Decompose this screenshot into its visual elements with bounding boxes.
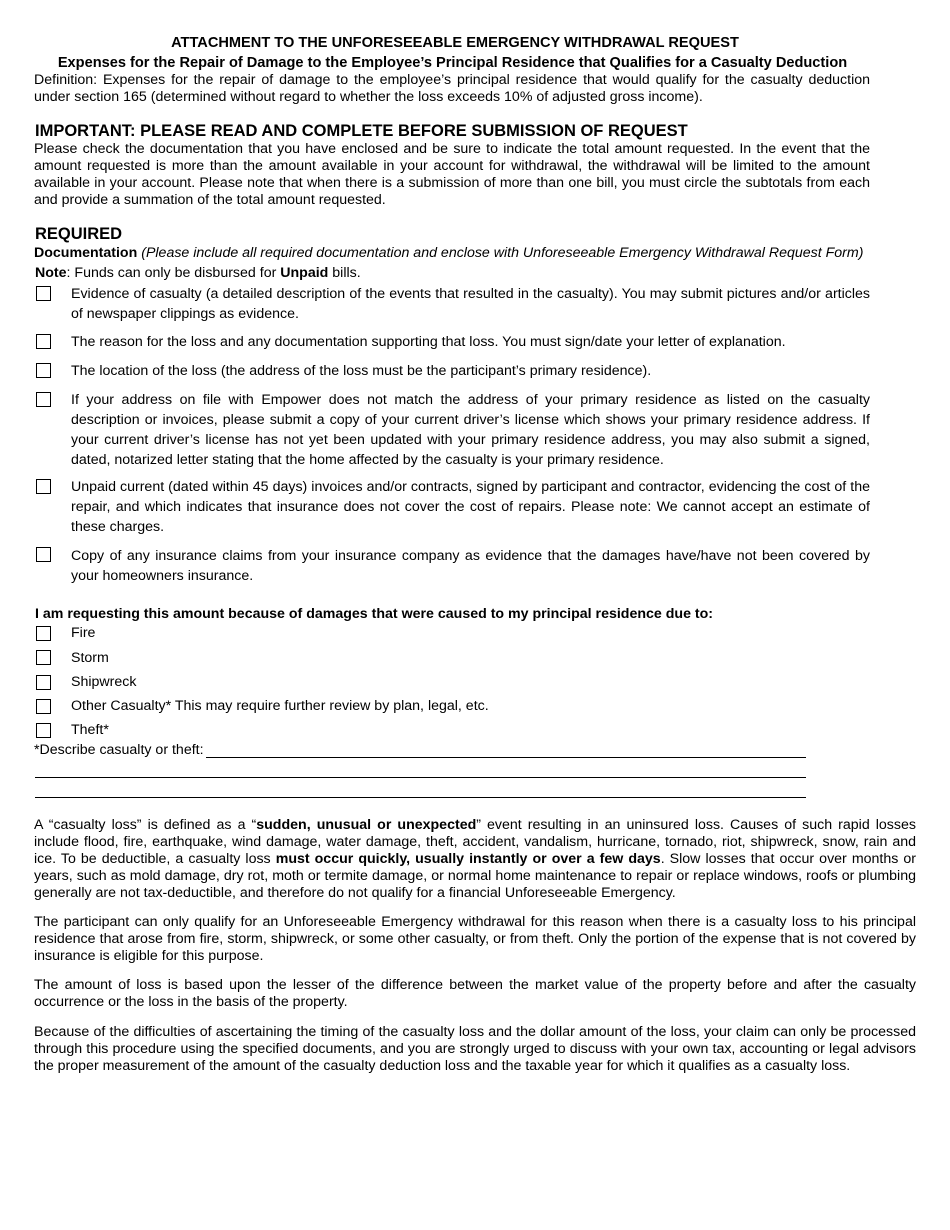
checkbox-unpaid-invoices[interactable] xyxy=(36,479,51,494)
checkbox-evidence-of-casualty[interactable] xyxy=(36,286,51,301)
note-text-end: bills. xyxy=(328,265,361,281)
checkbox-location-of-loss[interactable] xyxy=(36,363,51,378)
required-item-address: If your address on file with Empower does not match the address of your primary residence as listed on the casualty description or invoices, please submit a copy of your current driver’s license which shows your primary residence address. If your current driver’s license has not yet been updated with your primary residence address, you may also submit a signed, dated, notarized letter stating that the home affected by the casualty is your primary residence. xyxy=(71,392,870,468)
required-heading: REQUIRED xyxy=(35,225,123,243)
note-label: Note xyxy=(35,265,67,281)
describe-input-line-2[interactable] xyxy=(35,777,806,778)
definition-text: Definition: Expenses for the repair of damage to the employee’s principal residence that would qualify for the casualty deduction under section 165 (determined without regard to whether the loss exceeds 10% of adjusted gross income). xyxy=(34,72,870,105)
required-item-location: The location of the loss (the address of the loss must be the participant’s primary residence). xyxy=(71,363,652,379)
describe-input-line-1[interactable] xyxy=(206,757,806,758)
documentation-label: Documentation xyxy=(34,245,138,261)
amount-of-loss-paragraph: The amount of loss is based upon the lesser of the difference between the market value of the property before and after the casualty occurrence or the loss in the basis of the property. xyxy=(34,977,916,1010)
required-item-evidence: Evidence of casualty (a detailed description of the events that resulted in the casualty). You may submit pictures and/or articles of newspaper clippings as evidence. xyxy=(71,286,870,322)
def-text-a: A “casualty loss” is defined as a “ xyxy=(34,817,257,833)
option-fire-label: Fire xyxy=(71,625,96,641)
qualification-paragraph: The participant can only qualify for an Unforeseeable Emergency withdrawal for this reason when there is a casualty loss to his principal residence that arose from fire, storm, shipwreck, or some other casualty, or from theft. Only the portion of the expense that is not covered by insurance is eligible for this purpose. xyxy=(34,914,916,964)
option-storm-label: Storm xyxy=(71,650,109,666)
casualty-loss-definition xyxy=(34,817,916,902)
document-title: ATTACHMENT TO THE UNFORESEEABLE EMERGENCY WITHDRAWAL REQUEST xyxy=(171,35,739,51)
casualty-prompt: I am requesting this amount because of damages that were caused to my principal residence due to: xyxy=(35,606,714,622)
describe-label: *Describe casualty or theft: xyxy=(34,742,204,758)
def-bold-quickly: must occur quickly, usually instantly or over a few days xyxy=(275,851,661,867)
option-other-label: Other Casualty* This may require further review by plan, legal, etc. xyxy=(71,698,489,714)
required-item-reason: The reason for the loss and any documentation supporting that loss. You must sign/date your letter of explanation. xyxy=(71,334,786,350)
checkbox-insurance-claims[interactable] xyxy=(36,547,51,562)
option-shipwreck-label: Shipwreck xyxy=(71,674,137,690)
difficulties-paragraph: Because of the difficulties of ascertaining the timing of the casualty loss and the dollar amount of the loss, your claim can only be processed through this procedure using the specified documents, and you are strongly urged to discuss with your own tax, accounting or legal advisors the proper measurement of the amount of the casualty deduction loss and the taxable year for which it qualifies as a casualty loss. xyxy=(34,1024,916,1074)
def-text-b: ” event resulting in an uninsured loss. Causes of such rapid losses include flood, fire, earthquake, wind damage, water damage, theft, accident, vandalism, hurricane, tornado, riot, shipwreck, snow, rain and ice. To be deductible, a casualty loss xyxy=(34,817,916,867)
checkbox-other-casualty[interactable] xyxy=(36,699,51,714)
checkbox-shipwreck[interactable] xyxy=(36,675,51,690)
describe-input-line-3[interactable] xyxy=(35,797,806,798)
note-text: : Funds can only be disbursed for xyxy=(66,265,281,281)
documentation-line xyxy=(34,245,870,262)
checkbox-reason-for-loss[interactable] xyxy=(36,334,51,349)
required-item-insurance: Copy of any insurance claims from your insurance company as evidence that the damages have/have not been covered by your homeowners insurance. xyxy=(71,548,870,584)
checkbox-address-mismatch[interactable] xyxy=(36,392,51,407)
document-subtitle: Expenses for the Repair of Damage to the Employee’s Principal Residence that Qualifies for a Casualty Deduction xyxy=(57,55,848,71)
important-heading: IMPORTANT: PLEASE READ AND COMPLETE BEFORE SUBMISSION OF REQUEST xyxy=(35,122,688,140)
option-theft-label: Theft* xyxy=(71,722,109,738)
funds-note xyxy=(35,265,361,281)
def-text-c: . Slow losses that occur over months or years, such as mold damage, dry rot, moth or termite damage, or normal home maintenance to repair or replace windows, roofs or plumbing generally are not tax-deductible, and therefore do not qualify for a financial Unforeseeable Emergency. xyxy=(34,851,917,901)
required-item-invoices: Unpaid current (dated within 45 days) invoices and/or contracts, signed by participant and contractor, evidencing the cost of the repair, and which indicates that insurance does not cover the cost of repairs. Please note: We cannot accept an estimate of these charges. xyxy=(71,479,870,535)
checkbox-storm[interactable] xyxy=(36,650,51,665)
checkbox-fire[interactable] xyxy=(36,626,51,641)
note-unpaid: Unpaid xyxy=(280,265,329,281)
def-bold-sudden: sudden, unusual or unexpected xyxy=(256,817,477,833)
checkbox-theft[interactable] xyxy=(36,723,51,738)
important-text: Please check the documentation that you have enclosed and be sure to indicate the total amount requested. In the event that the amount requested is more than the amount available in your account for withdrawal, the withdrawal will be limited to the amount available in your account. Please note that when there is a submission of more than one bill, you must circle the subtotals from each and provide a summation of the total amount requested. xyxy=(34,141,870,208)
documentation-note: (Please include all required documentation and enclose with Unforeseeable Emergency Withdrawal Request Form) xyxy=(141,245,864,261)
